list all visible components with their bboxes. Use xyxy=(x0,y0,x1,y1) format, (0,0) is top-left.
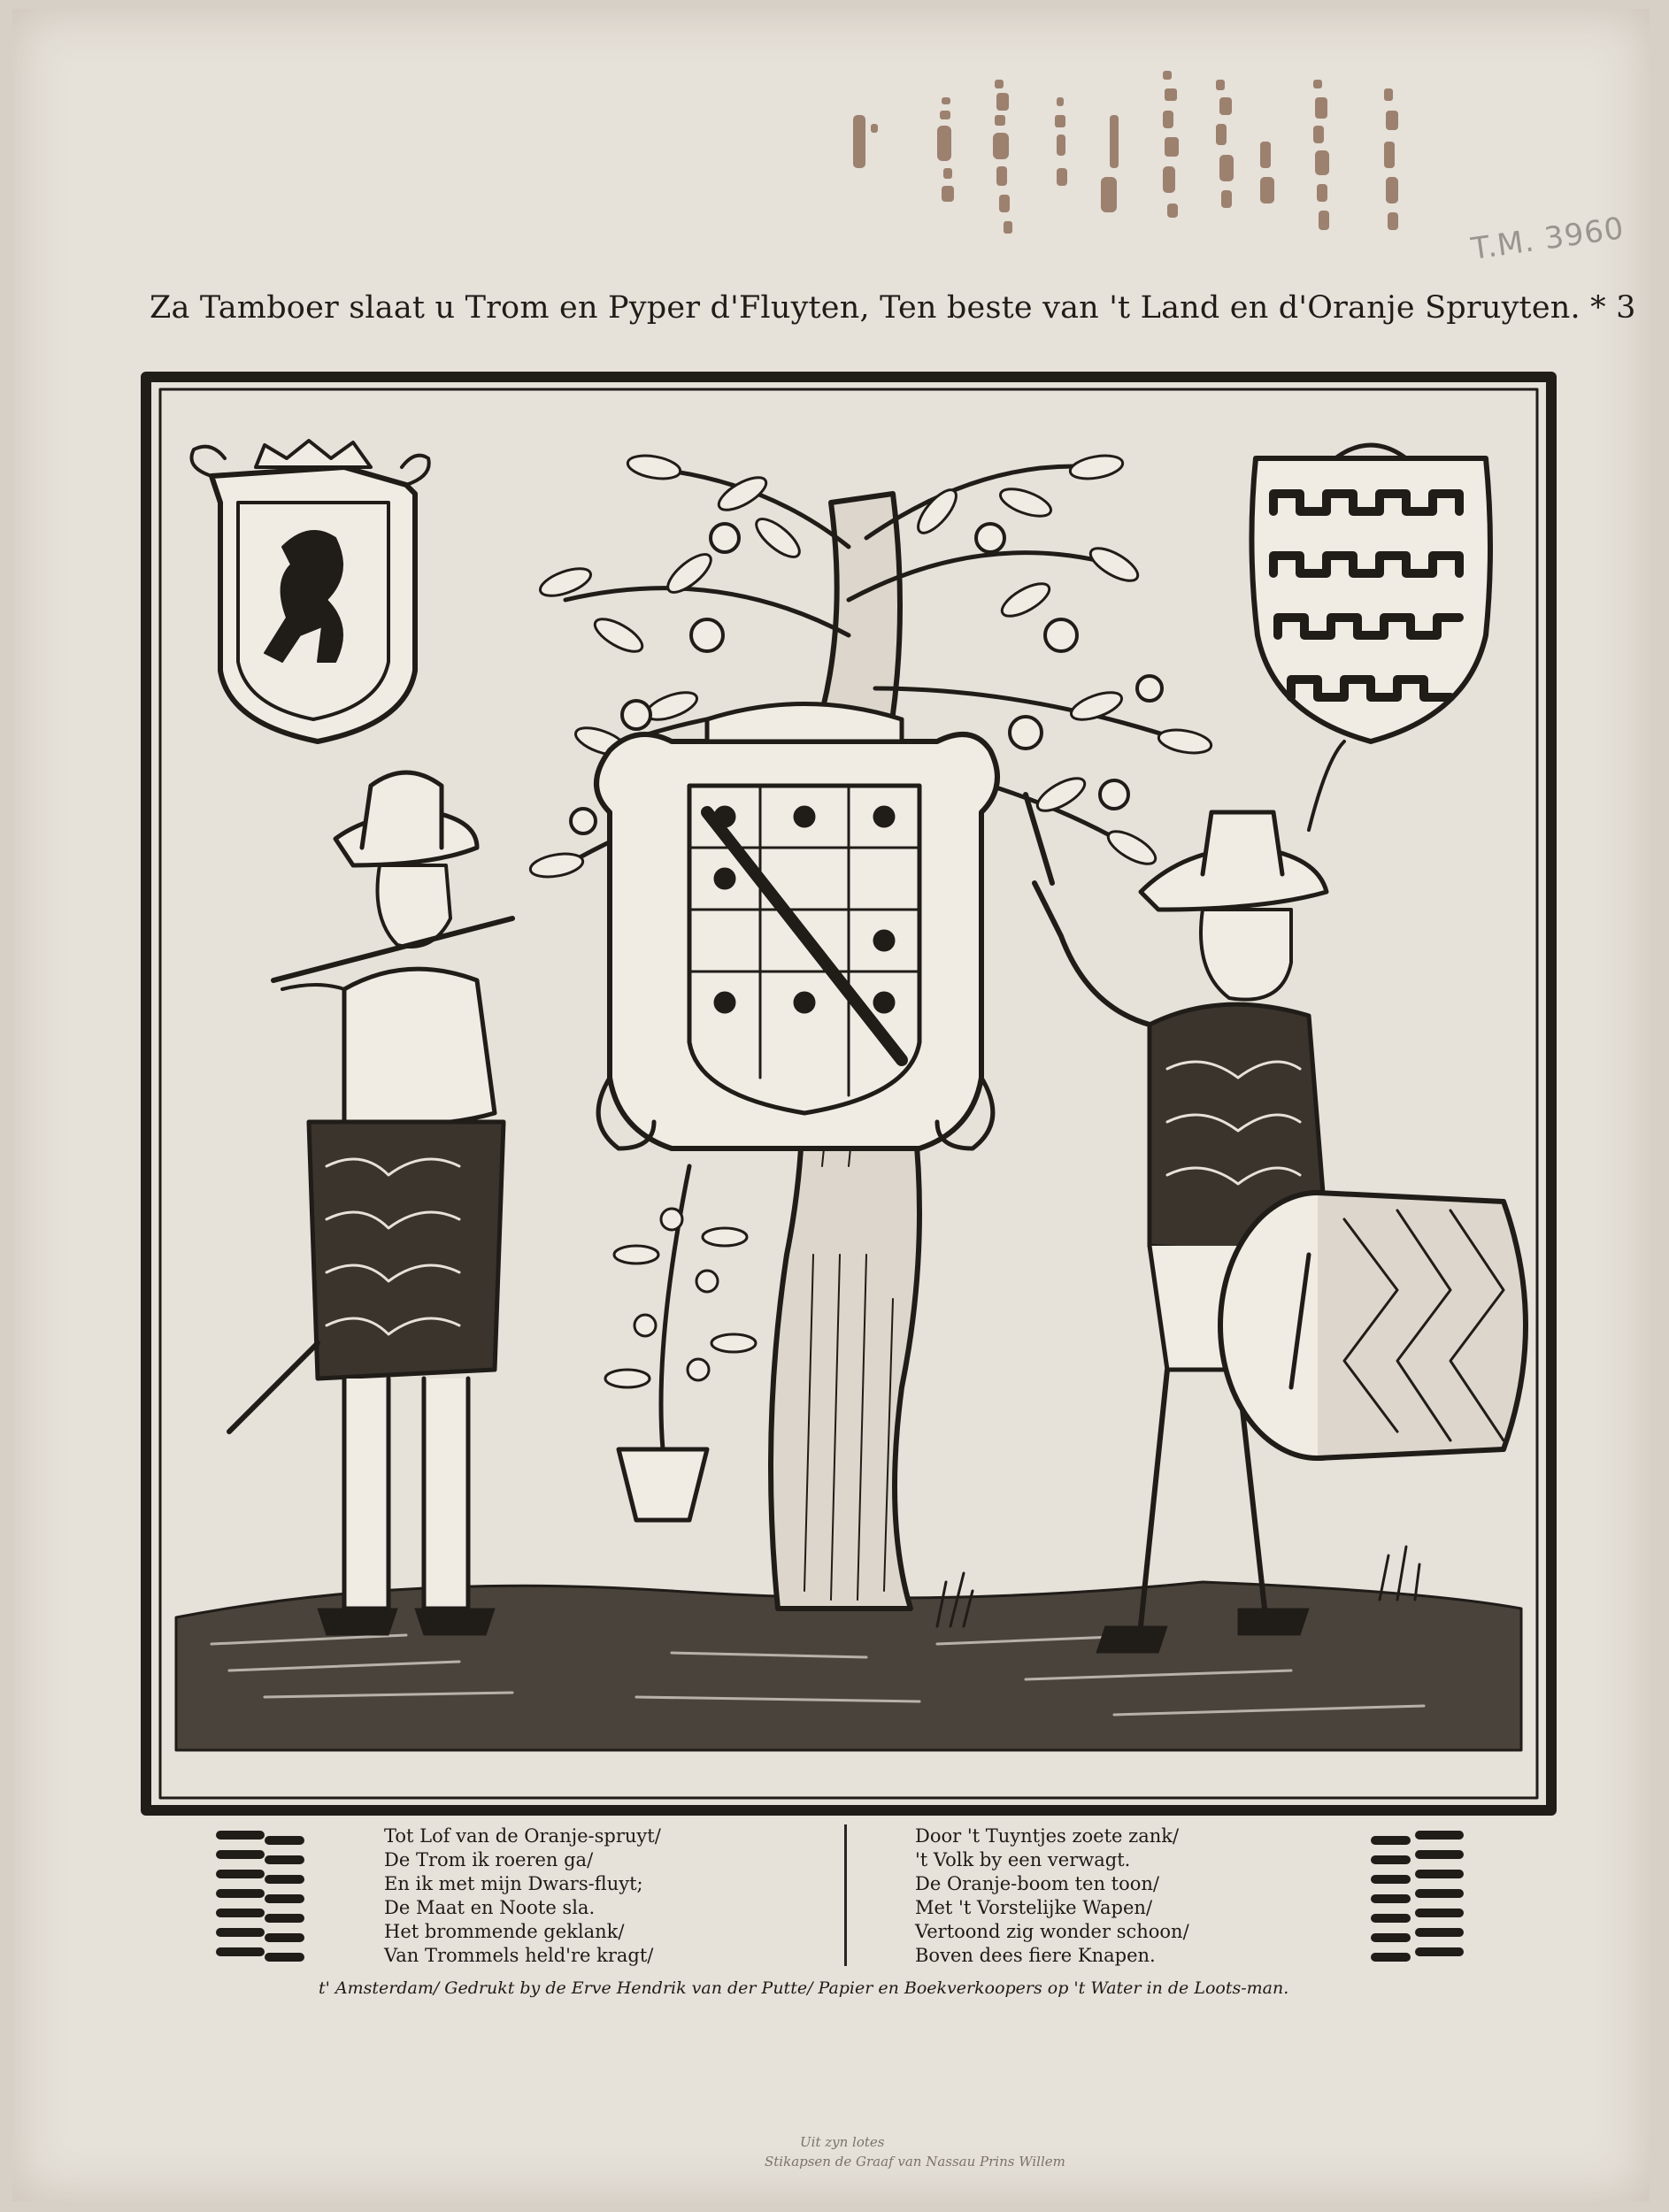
inventory-number: T.M. 3960 xyxy=(1469,211,1627,267)
verse-line: De Oranje-boom ten toon/ xyxy=(915,1873,1159,1894)
verse-line: Boven dees fiere Knapen. xyxy=(915,1945,1156,1966)
ornament-column-left-inner xyxy=(260,1827,322,1978)
handwritten-note xyxy=(765,2132,1065,2171)
verse-left xyxy=(384,1824,661,1968)
verse-line: En ik met mijn Dwars-fluyt; xyxy=(384,1873,643,1894)
verse-right xyxy=(915,1824,1189,1968)
verse-line: De Maat en Noote sla. xyxy=(384,1897,596,1918)
verse-divider xyxy=(844,1824,847,1966)
verse-line: Het brommende geklank/ xyxy=(384,1921,625,1942)
verse-line: Met 't Vorstelijke Wapen/ xyxy=(915,1897,1153,1918)
flute-player xyxy=(229,772,512,1635)
coat-of-arms-orange-nassau xyxy=(596,704,997,1149)
verse-line: 't Volk by een verwagt. xyxy=(915,1849,1131,1870)
handwritten-note-line: Stikapsen de Graaf van Nassau Prins Willem xyxy=(765,2154,1065,2170)
coat-of-arms-lion xyxy=(192,441,429,741)
handwritten-note-line: Uit zyn lotes xyxy=(800,2134,885,2150)
paper-sheet xyxy=(12,9,1650,2201)
coat-of-arms-battlement xyxy=(1251,445,1490,741)
verse-line: Vertoond zig wonder schoon/ xyxy=(915,1921,1189,1942)
printer-imprint: t' Amsterdam/ Gedrukt by de Erve Hendrik van der Putte/ Papier en Boekverkoopers op 't Water in de Loots-man. xyxy=(319,1978,1289,1998)
verse-line: Door 't Tuyntjes zoete zank/ xyxy=(915,1825,1180,1847)
page-title: Za Tamboer slaat u Trom en Pyper d'Fluyten, Ten beste van 't Land en d'Oranje Spruyten. * 3 xyxy=(150,290,1636,326)
verse-line: Van Trommels held're kragt/ xyxy=(384,1945,654,1966)
verse-line: Tot Lof van de Oranje-spruyt/ xyxy=(384,1825,661,1847)
ornament-column-right-outer xyxy=(1411,1827,1473,1978)
woodcut-illustration xyxy=(141,370,1557,1821)
handwritten-annotation xyxy=(844,62,1464,292)
small-orange-tree xyxy=(605,1166,756,1520)
verse-line: De Trom ik roeren ga/ xyxy=(384,1849,594,1870)
drummer xyxy=(1026,741,1526,1653)
